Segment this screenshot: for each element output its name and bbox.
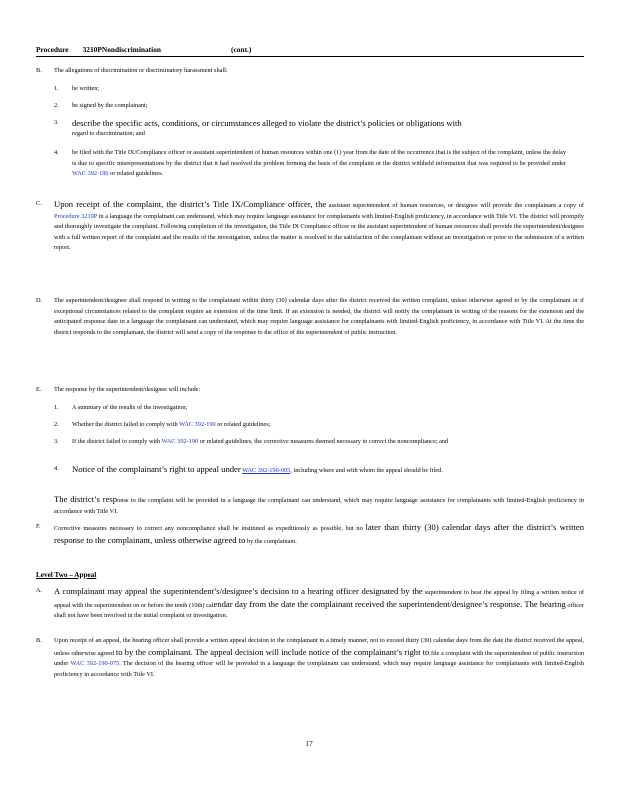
page-number: 17 bbox=[305, 739, 313, 748]
section-d-text: The superintendent/designee shall respond in writing to the complainant within thirty (30) calendar days after the district received the written complaint, unless otherwise agreed to by the complainant or if exceptional circumstances related to the complaint require an extension of the time limit. If an extension is needed, the district will notify the complainant in writing of the reasons for the extension and the anticipated response date in a language the complainant can understand, which may require language assistance for complainants with limited-English proficiency, in accordance with Title VI. At the time the district responds to the complainant, the district will send a copy of the response to the office of the superintendent of public instruction. bbox=[54, 297, 584, 336]
header-cont: (cont.) bbox=[231, 45, 252, 54]
level-two-b bbox=[36, 636, 584, 680]
list-item bbox=[54, 403, 566, 414]
l2b-text-3: . The decision of the hearing officer will be provided in a language the complainant can understand, which may require language assistance for complainants with limited-English proficiency in accordance with Title VI. bbox=[54, 660, 584, 678]
header-number: 3210P bbox=[82, 45, 102, 54]
section-label: A. bbox=[36, 587, 43, 594]
item-text: regard to discrimination; and bbox=[72, 130, 145, 137]
level-two-a bbox=[36, 586, 584, 622]
item-label: 4. bbox=[54, 149, 59, 156]
list-item bbox=[54, 420, 566, 431]
section-label: E. bbox=[36, 386, 42, 393]
procedure-link[interactable]: Procedure 3210P bbox=[54, 212, 98, 220]
wac-link[interactable]: WAC 392-190 bbox=[179, 421, 216, 428]
item-text-large: Notice of the complainant’s right to appeal under bbox=[72, 464, 241, 474]
section-c-lead: Upon receipt of the complaint, the district’s Title IX/Compliance officer, the bbox=[54, 199, 327, 209]
item-label: 3. bbox=[54, 119, 59, 126]
list-item bbox=[54, 118, 566, 140]
item-label: 1. bbox=[54, 85, 59, 92]
section-e bbox=[36, 385, 584, 396]
section-label: C. bbox=[36, 200, 42, 207]
item-text: be written; bbox=[72, 85, 100, 92]
l2a-text-2: officer shall not have been involved in the initial complaint or investigation. bbox=[54, 601, 584, 620]
wac-link[interactable]: WAC 392-190 bbox=[72, 170, 109, 178]
section-b-intro: The allegations of discrimination or discriminatory harassment shall: bbox=[54, 67, 228, 74]
section-label: B. bbox=[36, 637, 42, 644]
item-label: 2. bbox=[54, 102, 59, 109]
item-text-b: , including where and with whom the appeal should be filed. bbox=[290, 467, 443, 474]
section-c bbox=[36, 199, 584, 254]
item-text-after: or related guidelines. bbox=[110, 170, 164, 178]
wac-link[interactable]: WAC 392-190 bbox=[161, 438, 199, 445]
procedure-header bbox=[36, 45, 584, 57]
list-item bbox=[54, 148, 566, 180]
item-text-large: describe the specific acts, conditions, or circumstances alleged to violate the district’s policies or obligations with bbox=[72, 118, 462, 128]
l2b-text: Upon receipt of an appeal, the hearing officer shall provide a written appeal decision to the complainant in a timely manner, not to exceed thirty (30) calendar days from the date the district received the appeal, unless otherwise agreed bbox=[54, 637, 584, 657]
section-b bbox=[36, 66, 584, 77]
item-label: 4. bbox=[54, 465, 59, 472]
item-text-b: or related guidelines, the corrective measures deemed necessary to correct the noncompliance; and bbox=[199, 438, 449, 445]
item-text: be filed with the Title IX/Compliance officer or assistant superintendent of human resources within one (1) year from the date of the occurrence that is the subject of the complaint, unless the delay is due to specific misrepresentations by the district that it had resolved the problem forming the basis of the complaint or the district withheld information that was required to be provided under bbox=[72, 149, 566, 167]
item-text: Whether the district failed to comply with bbox=[72, 421, 178, 428]
closing-text: onse to the complaint will be provided in a language the complainant can understand, which may require language assistance for complainants with limited-English proficiency in accordance with Title VI. bbox=[54, 497, 584, 515]
section-c-text: assistant superintendent of human resources, or designee will provide the complainant a copy of bbox=[328, 202, 584, 209]
item-label: 2. bbox=[54, 421, 59, 428]
section-f-text-b: by the complainant. bbox=[246, 537, 297, 545]
list-item bbox=[54, 101, 566, 112]
l2a-text: superintendent to hear the appeal by filing a written notice of appeal with the superintendent on or before the tenth (10th) cal bbox=[54, 589, 584, 609]
section-d bbox=[36, 296, 584, 338]
wac-link[interactable]: WAC 392-190-075 bbox=[70, 660, 120, 668]
l2b-text-2: file a complaint with the superintendent of public instruction under bbox=[54, 649, 585, 668]
l2a-lead-2: endar day from the date the complainant received the superintendent/designee’s response. The hearing bbox=[213, 598, 566, 609]
l2a-lead: A complainant may appeal the superintendent’s/designee’s decision to a hearing officer designated by the bbox=[54, 586, 423, 596]
list-item bbox=[54, 84, 566, 95]
l2b-lead: to by the complainant. The appeal decision will include notice of the complainant’s right to bbox=[115, 646, 430, 657]
list-item bbox=[54, 464, 566, 477]
section-label: B. bbox=[36, 67, 42, 74]
item-label: 1. bbox=[54, 404, 59, 411]
wac-link[interactable]: WAC 392-190-005 bbox=[242, 467, 291, 474]
item-text: If the district failed to comply with bbox=[72, 438, 161, 445]
section-f bbox=[36, 522, 584, 547]
item-text: be signed by the complainant; bbox=[72, 102, 148, 109]
item-text-b: or related guidelines; bbox=[217, 421, 271, 428]
section-label: D. bbox=[36, 297, 43, 304]
section-label: F. bbox=[36, 523, 41, 530]
section-f-lead: later than thirty (30) calendar days after the district’s written response to the complainant, unless otherwise agreed to bbox=[54, 522, 584, 545]
section-f-text-a: Corrective measures necessary to correct any noncompliance shall be instituted as expeditiously as possible, but no bbox=[54, 525, 363, 532]
closing-lead: The district’s resp bbox=[54, 494, 118, 504]
section-e-intro: The response by the superintendent/designee will include: bbox=[54, 386, 201, 393]
item-label: 3. bbox=[54, 438, 59, 445]
section-e-closing bbox=[36, 494, 584, 517]
header-title: Nondiscrimination bbox=[101, 45, 162, 54]
section-c-text-b: in a language the complainant can understand, which may require language assistance for complainants with limited-English proficiency, in accordance with Title VI. The district will promptly and thoroughly investigate the complaint. Following completion of the investigation, the Title IX Compliance officer or the assistant superintendent of human resources shall provide the superintendent/designee with a full written report of the complaint and the results of the investigation, unless the matter is resolved to the satisfaction of the complainant without an investigation or prior to the submission of a written report. bbox=[54, 212, 584, 252]
level-two-heading: Level Two – Appeal bbox=[36, 571, 97, 579]
header-procedure: Procedure bbox=[36, 45, 69, 54]
list-item bbox=[54, 437, 566, 448]
item-text: A summary of the results of the investigation; bbox=[72, 404, 188, 411]
